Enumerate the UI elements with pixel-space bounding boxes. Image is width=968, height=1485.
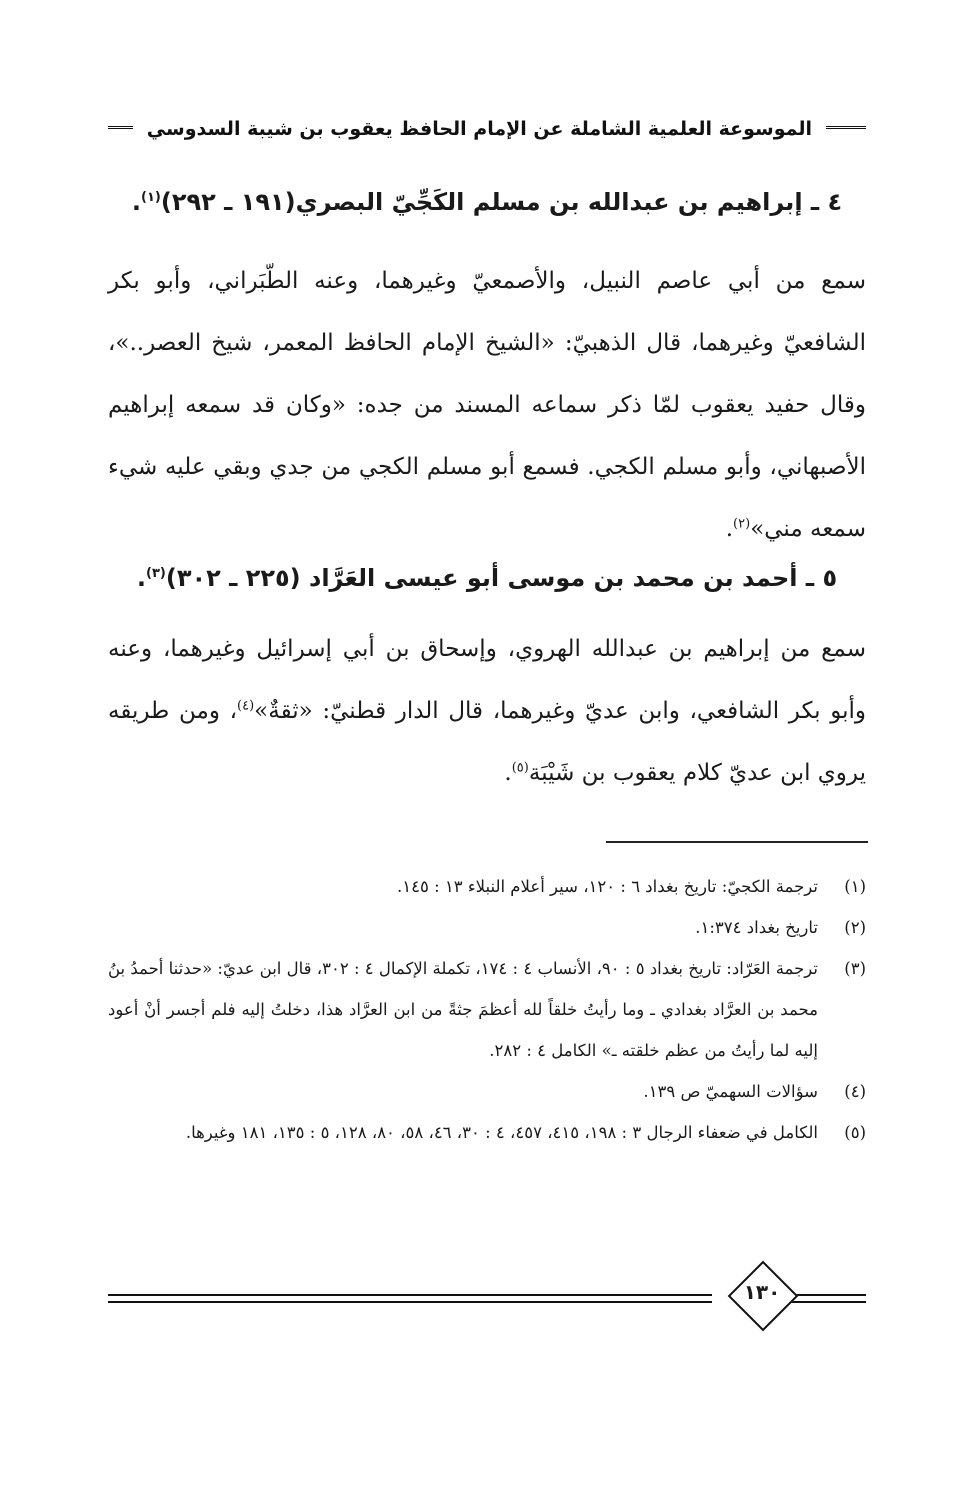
entry-4 — [108, 186, 866, 220]
entry-5-body — [108, 618, 866, 804]
footer-rule-left — [108, 1294, 712, 1303]
footnote-ref: (٢) — [733, 516, 751, 532]
footnote-item — [108, 948, 866, 1071]
entry-4-body — [108, 250, 866, 560]
footnote-text: سؤالات السهميّ ص ١٣٩. — [643, 1082, 818, 1101]
footnote-ref: (١) — [141, 190, 161, 205]
footnote-number: (٥) — [844, 1123, 866, 1142]
header-rule-right — [826, 126, 866, 132]
footnote-ref: (٤) — [237, 698, 255, 714]
footnote-ref: (٥) — [511, 760, 529, 776]
footnote-number: (٣) — [844, 959, 866, 978]
header-rule-left — [108, 126, 133, 132]
footnote-number: (١) — [844, 877, 866, 896]
entry-paragraph: سمع من أبي عاصم النبيل، والأصمعيّ وغيرهما، وعنه الطّبَراني، وأبو بكر الشافعيّ وغيرهما، قال الذهبيّ: «الشيخ الإمام الحافظ المعمر، شيخ العصر..»، وقال حفيد يعقوب لمّا ذكر سماعه المسند من جده: «وكان قد سمعه إبراهيم الأصبهاني، وأبو مسلم الكجي. فسمع أبو مسلم الكجي من جدي وبقي عليه شيء سمعه مني»$^{(٢)}$. — [108, 268, 866, 542]
footnote-number: (٢) — [844, 918, 866, 937]
footnote-text: الكامل في ضعفاء الرجال ٣ : ١٩٨، ٤١٥، ٤٥٧، ٤ : ٣٠، ٤٦، ٥٨، ٨٠، ١٢٨، ٥ : ١٣٥، ١٨١ وغيرها. — [185, 1123, 818, 1142]
entry-heading: ٤ ـ إبراهيم بن عبدالله بن مسلم الكَجِّيّ البصري(١٩١ ـ ٢٩٢)$^{(١)}$. — [131, 188, 843, 216]
footnote-text: ترجمة الكجيّ: تاريخ بغداد ٦ : ١٢٠، سير أعلام النبلاء ١٣ : ١٤٥. — [397, 877, 818, 896]
running-header — [108, 118, 866, 140]
footnote-item — [108, 866, 866, 907]
footnote-item — [108, 1112, 866, 1153]
footnotes — [108, 866, 866, 1153]
running-header-title: الموسوعة العلمية الشاملة عن الإمام الحافظ يعقوب بن شيبة السدوسي — [146, 118, 812, 140]
entry-5 — [108, 562, 866, 596]
footnote-item — [108, 907, 866, 948]
footnote-number: (٤) — [844, 1082, 866, 1101]
footnote-text: ترجمة العَرّاد: تاريخ بغداد ٥ : ٩٠، الأنساب ٤ : ١٧٤، تكملة الإكمال ٤ : ٣٠٢، قال ابن عديّ: «حدثنا أحمدُ بنُ محمد بن العرَّاد بغدادي ـ وما رأيتُ خلقاً لله أعظمَ جثةً من ابن العرَّاد هذا، دخلتُ إليه فلم أجسر أنْ أعود إليه لما رأيتُ من عظم خلقته ـ» الكامل ٤ : ٢٨٢. — [108, 959, 818, 1060]
footnote-text: تاريخ بغداد ١:٣٧٤. — [695, 918, 818, 937]
entry-paragraph: سمع من إبراهيم بن عبدالله الهروي، وإسحاق بن أبي إسرائيل وغيرهما، وعنه وأبو بكر الشافعي، وابن عديّ وغيرهما، قال الدار قطنيّ: «ثقةٌ»$^{(٤)}$، ومن طريقه يروي ابن عديّ كلام يعقوب بن شَيْبَة$^{(٥)}$. — [108, 636, 866, 786]
page-number: ١٣٠ — [743, 1280, 781, 1304]
entry-heading: ٥ ـ أحمد بن محمد بن موسى أبو عيسى العَرَّاد (٢٢٥ ـ ٣٠٢)$^{(٣)}$. — [136, 564, 838, 592]
page-footer — [108, 1262, 866, 1332]
footnote-ref: (٣) — [146, 566, 166, 581]
footnote-separator — [606, 841, 868, 843]
footnote-item — [108, 1071, 866, 1112]
